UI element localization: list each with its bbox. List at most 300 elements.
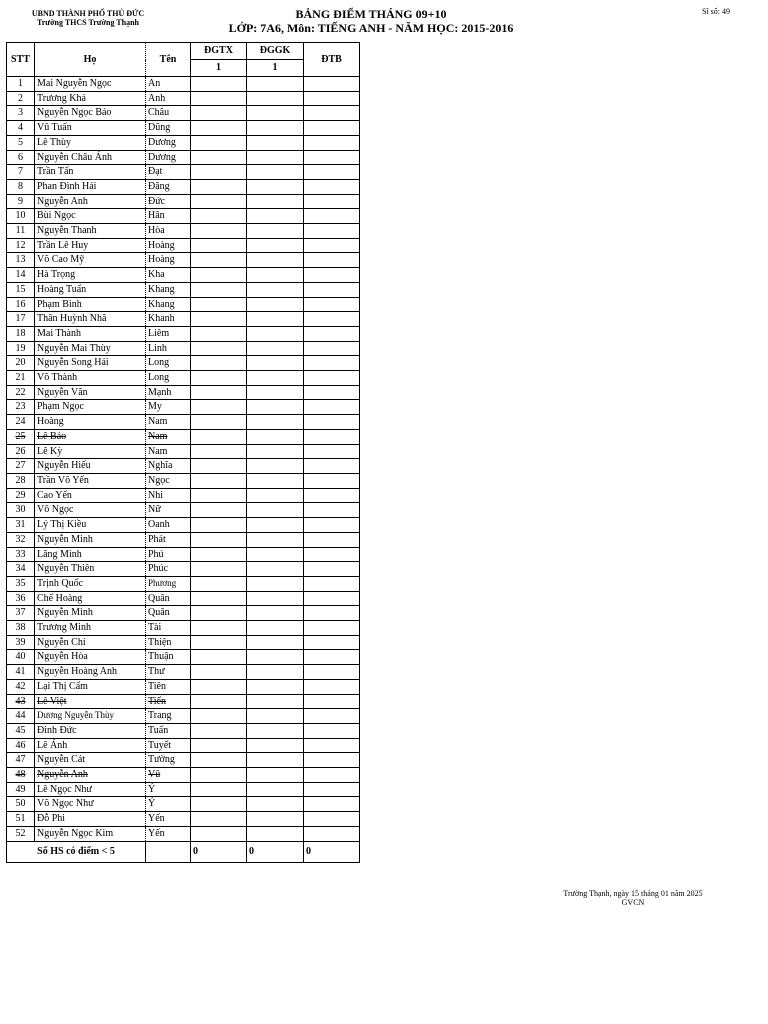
ten-cell: Trang <box>146 709 191 724</box>
dgtx-cell <box>191 209 247 224</box>
table-row <box>7 635 360 650</box>
stt-cell: 9 <box>7 194 35 209</box>
col-header-ho: Họ <box>35 43 146 77</box>
dtb-cell <box>304 473 360 488</box>
dgtx-cell <box>191 224 247 239</box>
stt-cell: 17 <box>7 312 35 327</box>
ho-cell: Đinh Đức <box>35 723 146 738</box>
ho-cell: Nguyễn Anh <box>35 194 146 209</box>
dgtx-cell <box>191 341 247 356</box>
table-row <box>7 459 360 474</box>
stt-cell: 28 <box>7 473 35 488</box>
ho-cell: Nguyễn Song Hải <box>35 356 146 371</box>
stt-cell: 41 <box>7 665 35 680</box>
dgtx-cell <box>191 532 247 547</box>
ten-cell: Nam <box>146 444 191 459</box>
table-row <box>7 238 360 253</box>
ten-cell: Oanh <box>146 518 191 533</box>
ten-cell: Thiện <box>146 635 191 650</box>
ten-cell: Linh <box>146 341 191 356</box>
stt-cell: 2 <box>7 91 35 106</box>
dtb-cell <box>304 385 360 400</box>
ten-cell: Đăng <box>146 179 191 194</box>
stt-cell: 33 <box>7 547 35 562</box>
grade-table <box>6 42 360 863</box>
summary-dgtx: 0 <box>191 841 247 862</box>
ho-cell: Võ Cao Mỹ <box>35 253 146 268</box>
ho-cell: Trần Võ Yến <box>35 473 146 488</box>
ho-cell: Nguyễn Anh <box>35 768 146 783</box>
signer-role: GVCN <box>621 898 645 907</box>
table-row <box>7 591 360 606</box>
ten-cell: Quân <box>146 606 191 621</box>
dgtx-cell <box>191 547 247 562</box>
dggk-cell <box>247 753 304 768</box>
stt-cell: 16 <box>7 297 35 312</box>
stt-cell: 48 <box>7 768 35 783</box>
dggk-cell <box>247 121 304 136</box>
ten-cell: Hoàng <box>146 253 191 268</box>
dggk-cell <box>247 518 304 533</box>
table-row <box>7 385 360 400</box>
col-header-ten: Tên <box>146 43 191 77</box>
dtb-cell <box>304 621 360 636</box>
dtb-cell <box>304 723 360 738</box>
dtb-cell <box>304 635 360 650</box>
dgtx-cell <box>191 77 247 92</box>
ho-cell: Trịnh Quốc <box>35 576 146 591</box>
ten-cell: Nghĩa <box>146 459 191 474</box>
ten-cell: Khang <box>146 297 191 312</box>
dgtx-cell <box>191 503 247 518</box>
dtb-cell <box>304 459 360 474</box>
ten-cell: Nam <box>146 415 191 430</box>
table-row <box>7 709 360 724</box>
dtb-cell <box>304 238 360 253</box>
table-row <box>7 738 360 753</box>
dtb-cell <box>304 782 360 797</box>
title-line: BẢNG ĐIỂM THÁNG 09+10 <box>295 7 447 21</box>
table-row <box>7 444 360 459</box>
stt-cell: 1 <box>7 77 35 92</box>
dgtx-cell <box>191 106 247 121</box>
ten-cell: Tài <box>146 621 191 636</box>
dgtx-cell <box>191 429 247 444</box>
ho-cell: Nguyễn Chí <box>35 635 146 650</box>
dggk-cell <box>247 635 304 650</box>
signature-block <box>540 889 726 907</box>
dgtx-cell <box>191 826 247 841</box>
col-header-dgtx: ĐGTX <box>191 43 247 60</box>
dgtx-cell <box>191 782 247 797</box>
dtb-cell <box>304 106 360 121</box>
ho-cell: Võ Ngọc <box>35 503 146 518</box>
dggk-cell <box>247 224 304 239</box>
dggk-cell <box>247 562 304 577</box>
stt-cell: 34 <box>7 562 35 577</box>
ten-cell: Quân <box>146 591 191 606</box>
stt-cell: 6 <box>7 150 35 165</box>
dggk-cell <box>247 106 304 121</box>
dtb-cell <box>304 91 360 106</box>
ten-cell: Nam <box>146 429 191 444</box>
dgtx-cell <box>191 709 247 724</box>
dgtx-cell <box>191 576 247 591</box>
dggk-cell <box>247 326 304 341</box>
ten-cell: Thuận <box>146 650 191 665</box>
dtb-cell <box>304 547 360 562</box>
table-row <box>7 150 360 165</box>
col-header-stt: STT <box>7 43 35 77</box>
table-row <box>7 518 360 533</box>
dggk-cell <box>247 738 304 753</box>
subheader-dggk: 1 <box>247 60 304 77</box>
ten-cell: Anh <box>146 91 191 106</box>
dggk-cell <box>247 297 304 312</box>
ten-cell: Ý <box>146 797 191 812</box>
dtb-cell <box>304 709 360 724</box>
dggk-cell <box>247 194 304 209</box>
stt-cell: 39 <box>7 635 35 650</box>
table-row <box>7 194 360 209</box>
dgtx-cell <box>191 753 247 768</box>
dgtx-cell <box>191 268 247 283</box>
dgtx-cell <box>191 488 247 503</box>
dgtx-cell <box>191 312 247 327</box>
dgtx-cell <box>191 253 247 268</box>
dtb-cell <box>304 562 360 577</box>
dggk-cell <box>247 532 304 547</box>
stt-cell: 43 <box>7 694 35 709</box>
dggk-cell <box>247 826 304 841</box>
dgtx-cell <box>191 591 247 606</box>
subheader-dgtx: 1 <box>191 60 247 77</box>
ten-cell: Ý <box>146 782 191 797</box>
dtb-cell <box>304 826 360 841</box>
dggk-cell <box>247 253 304 268</box>
stt-cell: 31 <box>7 518 35 533</box>
dggk-cell <box>247 385 304 400</box>
dtb-cell <box>304 797 360 812</box>
dtb-cell <box>304 415 360 430</box>
dgtx-cell <box>191 415 247 430</box>
table-row <box>7 282 360 297</box>
stt-cell: 12 <box>7 238 35 253</box>
dggk-cell <box>247 415 304 430</box>
table-row <box>7 106 360 121</box>
dgtx-cell <box>191 356 247 371</box>
col-header-dtb: ĐTB <box>304 43 360 77</box>
ho-cell: Lê Thùy <box>35 135 146 150</box>
dgtx-cell <box>191 621 247 636</box>
ten-cell: Tiên <box>146 679 191 694</box>
stt-cell: 5 <box>7 135 35 150</box>
table-row <box>7 547 360 562</box>
stt-cell: 11 <box>7 224 35 239</box>
dggk-cell <box>247 723 304 738</box>
stt-cell: 4 <box>7 121 35 136</box>
ho-cell: Mai Nguyễn Ngọc <box>35 77 146 92</box>
dtb-cell <box>304 665 360 680</box>
dggk-cell <box>247 459 304 474</box>
dgtx-cell <box>191 518 247 533</box>
ho-cell: Chế Hoàng <box>35 591 146 606</box>
table-row <box>7 576 360 591</box>
stt-cell: 8 <box>7 179 35 194</box>
ho-cell: Nguyễn Hiếu <box>35 459 146 474</box>
dggk-cell <box>247 503 304 518</box>
stt-cell: 21 <box>7 371 35 386</box>
ten-cell: Hòa <box>146 224 191 239</box>
ten-cell: Tường <box>146 753 191 768</box>
ten-cell: Tuyết <box>146 738 191 753</box>
stt-cell: 13 <box>7 253 35 268</box>
dggk-cell <box>247 591 304 606</box>
dtb-cell <box>304 268 360 283</box>
table-row <box>7 488 360 503</box>
table-row <box>7 665 360 680</box>
table-row <box>7 753 360 768</box>
dggk-cell <box>247 135 304 150</box>
ho-cell: Lê Ngọc Như <box>35 782 146 797</box>
ten-cell: Dũng <box>146 121 191 136</box>
dtb-cell <box>304 224 360 239</box>
dgtx-cell <box>191 444 247 459</box>
stt-cell: 51 <box>7 812 35 827</box>
table-row <box>7 341 360 356</box>
table-row <box>7 812 360 827</box>
ten-cell: Phú <box>146 547 191 562</box>
ten-cell: Mạnh <box>146 385 191 400</box>
ho-cell: Trương Khả <box>35 91 146 106</box>
dgtx-cell <box>191 473 247 488</box>
dtb-cell <box>304 341 360 356</box>
ten-cell: Nữ <box>146 503 191 518</box>
dtb-cell <box>304 356 360 371</box>
table-row <box>7 121 360 136</box>
place-date: Trường Thạnh, ngày 15 tháng 01 năm 2025 <box>563 889 703 898</box>
dtb-cell <box>304 444 360 459</box>
dggk-cell <box>247 797 304 812</box>
dgtx-cell <box>191 179 247 194</box>
dtb-cell <box>304 135 360 150</box>
dgtx-cell <box>191 194 247 209</box>
table-row <box>7 606 360 621</box>
dggk-cell <box>247 665 304 680</box>
ten-cell: Phát <box>146 532 191 547</box>
stt-cell: 32 <box>7 532 35 547</box>
ten-cell: Phúc <box>146 562 191 577</box>
dgtx-cell <box>191 385 247 400</box>
dgtx-cell <box>191 650 247 665</box>
dgtx-cell <box>191 91 247 106</box>
table-row <box>7 179 360 194</box>
dgtx-cell <box>191 238 247 253</box>
table-row <box>7 826 360 841</box>
ho-cell: Hoàng Tuấn <box>35 282 146 297</box>
dtb-cell <box>304 679 360 694</box>
ten-cell: Kha <box>146 268 191 283</box>
school-header <box>18 9 158 27</box>
ho-cell: Nguyễn Ngọc Bảo <box>35 106 146 121</box>
ho-cell: Nguyễn Thanh <box>35 224 146 239</box>
ho-cell: Phan Đình Hải <box>35 179 146 194</box>
dggk-cell <box>247 547 304 562</box>
dggk-cell <box>247 209 304 224</box>
table-row <box>7 165 360 180</box>
table-row <box>7 297 360 312</box>
org-line1: UBND THÀNH PHỐ THỦ ĐỨC <box>31 9 145 18</box>
dgtx-cell <box>191 297 247 312</box>
ten-cell: Dương <box>146 150 191 165</box>
table-row <box>7 650 360 665</box>
dggk-cell <box>247 576 304 591</box>
dggk-cell <box>247 429 304 444</box>
stt-cell: 22 <box>7 385 35 400</box>
ho-cell: Nguyễn Cát <box>35 753 146 768</box>
ho-cell: Nguyễn Hòa <box>35 650 146 665</box>
dtb-cell <box>304 179 360 194</box>
dgtx-cell <box>191 282 247 297</box>
col-header-dggk: ĐGGK <box>247 43 304 60</box>
table-row <box>7 135 360 150</box>
dgtx-cell <box>191 723 247 738</box>
ho-cell: Võ Thành <box>35 371 146 386</box>
stt-cell: 24 <box>7 415 35 430</box>
dggk-cell <box>247 179 304 194</box>
stt-cell: 27 <box>7 459 35 474</box>
dggk-cell <box>247 709 304 724</box>
ho-cell: Lê Việt <box>35 694 146 709</box>
stt-cell: 30 <box>7 503 35 518</box>
ho-cell: Trần Tấn <box>35 165 146 180</box>
table-row <box>7 224 360 239</box>
dgtx-cell <box>191 635 247 650</box>
stt-cell: 15 <box>7 282 35 297</box>
table-row <box>7 694 360 709</box>
dtb-cell <box>304 209 360 224</box>
ho-cell: Lại Thị Cẩm <box>35 679 146 694</box>
ten-cell: Đạt <box>146 165 191 180</box>
dtb-cell <box>304 768 360 783</box>
dgtx-cell <box>191 694 247 709</box>
stt-cell: 10 <box>7 209 35 224</box>
dtb-cell <box>304 694 360 709</box>
dggk-cell <box>247 444 304 459</box>
table-row <box>7 768 360 783</box>
dggk-cell <box>247 282 304 297</box>
ten-cell: Phương <box>146 576 191 591</box>
stt-cell: 19 <box>7 341 35 356</box>
ho-cell: Lăng Minh <box>35 547 146 562</box>
ho-cell: Nguyễn Văn <box>35 385 146 400</box>
dgtx-cell <box>191 150 247 165</box>
ten-cell: Tiến <box>146 694 191 709</box>
ten-cell: Vũ <box>146 768 191 783</box>
ten-cell: Dương <box>146 135 191 150</box>
table-row <box>7 532 360 547</box>
stt-cell: 7 <box>7 165 35 180</box>
grade-table-body <box>7 77 360 842</box>
ten-cell: Hân <box>146 209 191 224</box>
dtb-cell <box>304 591 360 606</box>
table-row <box>7 679 360 694</box>
ho-cell: Đỗ Phi <box>35 812 146 827</box>
table-row <box>7 400 360 415</box>
ho-cell: Phạm Bình <box>35 297 146 312</box>
dggk-cell <box>247 473 304 488</box>
ho-cell: Lý Thị Kiều <box>35 518 146 533</box>
ten-cell: Châu <box>146 106 191 121</box>
dtb-cell <box>304 326 360 341</box>
dggk-cell <box>247 812 304 827</box>
table-row <box>7 782 360 797</box>
ho-cell: Lê Kỳ <box>35 444 146 459</box>
stt-cell: 44 <box>7 709 35 724</box>
ho-cell: Nguyễn Châu Ánh <box>35 150 146 165</box>
ho-cell: Hà Trọng <box>35 268 146 283</box>
ten-cell: Yến <box>146 812 191 827</box>
dgtx-cell <box>191 165 247 180</box>
ten-cell: Hoàng <box>146 238 191 253</box>
stt-cell: 49 <box>7 782 35 797</box>
stt-cell: 37 <box>7 606 35 621</box>
stt-cell: 25 <box>7 429 35 444</box>
table-row <box>7 503 360 518</box>
subtitle-line: LỚP: 7A6, Môn: TIẾNG ANH - NĂM HỌC: 2015-2016 <box>228 21 514 35</box>
dggk-cell <box>247 268 304 283</box>
ten-cell: Nhi <box>146 488 191 503</box>
dtb-cell <box>304 400 360 415</box>
stt-cell: 36 <box>7 591 35 606</box>
stt-cell: 3 <box>7 106 35 121</box>
stt-cell: 40 <box>7 650 35 665</box>
table-row <box>7 473 360 488</box>
ten-cell: An <box>146 77 191 92</box>
dtb-cell <box>304 518 360 533</box>
ho-cell: Bùi Ngọc <box>35 209 146 224</box>
ten-cell: Đức <box>146 194 191 209</box>
ho-cell: Trương Minh <box>35 621 146 636</box>
dgtx-cell <box>191 606 247 621</box>
dtb-cell <box>304 429 360 444</box>
ho-cell: Nguyễn Ngọc Kim <box>35 826 146 841</box>
dggk-cell <box>247 606 304 621</box>
dgtx-cell <box>191 400 247 415</box>
dggk-cell <box>247 356 304 371</box>
dggk-cell <box>247 238 304 253</box>
table-row <box>7 723 360 738</box>
summary-label: Số HS có điểm < 5 <box>7 841 146 862</box>
summary-spacer <box>146 841 191 862</box>
ho-cell: Nguyễn Thiên <box>35 562 146 577</box>
ho-cell: Nguyễn Hoàng Anh <box>35 665 146 680</box>
stt-cell: 52 <box>7 826 35 841</box>
dtb-cell <box>304 576 360 591</box>
dtb-cell <box>304 650 360 665</box>
dtb-cell <box>304 121 360 136</box>
dgtx-cell <box>191 665 247 680</box>
dgtx-cell <box>191 121 247 136</box>
dtb-cell <box>304 812 360 827</box>
table-row <box>7 77 360 92</box>
table-row <box>7 415 360 430</box>
ten-cell: Ngọc <box>146 473 191 488</box>
table-row <box>7 797 360 812</box>
ten-cell: Tuấn <box>146 723 191 738</box>
table-row <box>7 91 360 106</box>
dtb-cell <box>304 165 360 180</box>
